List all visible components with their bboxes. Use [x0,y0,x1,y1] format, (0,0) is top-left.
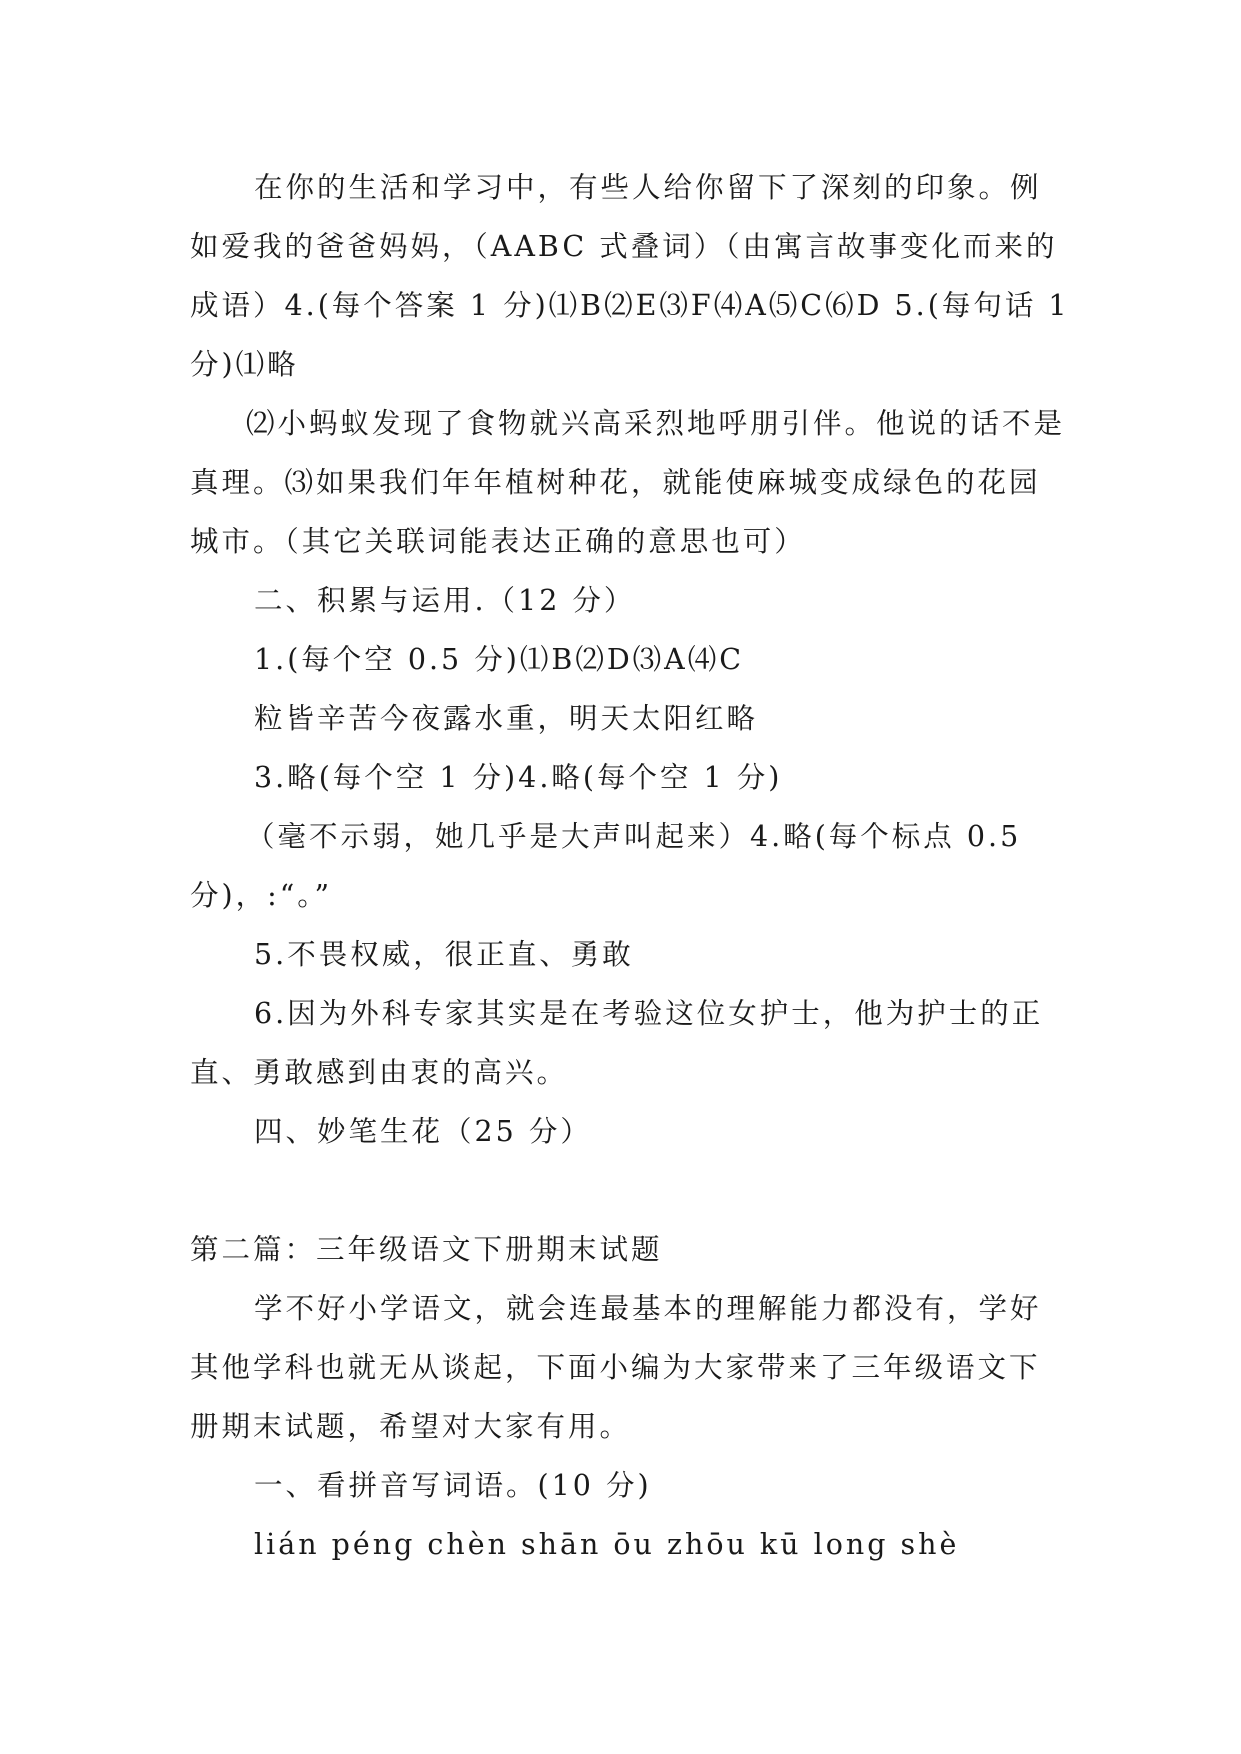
section-heading-1: 一、看拼音写词语。(10 分) [254,1469,652,1502]
paragraph-4: 1.(每个空 0.5 分)⑴B⑵D⑶A⑷C [254,643,745,676]
document-body [190,158,1070,1574]
section-spacer [190,1161,1070,1220]
paragraph-1: 在你的生活和学习中，有些人给你留下了深刻的印象。例如爱我的爸爸妈妈，（AABC 式叠词）（由寓言故事变化而来的成语）4.(每个答案 1 分)⑴B⑵E⑶F⑷A⑸C⑹D 5.(每句话 1 分)⑴略 [190,171,1070,381]
section-title: 第二篇：三年级语文下册期末试题 [190,1233,663,1266]
paragraph-2: ⑵小蚂蚁发现了食物就兴高采烈地呼朋引伴。他说的话不是真理。⑶如果我们年年植树种花，就能使麻城变成绿色的花园城市。（其它关联词能表达正确的意思也可） [190,407,1066,558]
pinyin-line: lián péng chèn shān ōu zhōu kū long shè [254,1528,960,1561]
section-paragraph-1: 学不好小学语文，就会连最基本的理解能力都没有，学好其他学科也就无从谈起，下面小编为大家带来了三年级语文下册期末试题，希望对大家有用。 [190,1292,1042,1443]
paragraph-9: 6.因为外科专家其实是在考验这位女护士，他为护士的正直、勇敢感到由衷的高兴。 [190,997,1044,1089]
paragraph-8: 5.不畏权威，很正直、勇敢 [254,938,634,971]
paragraph-5: 粒皆辛苦今夜露水重，明天太阳红略 [254,702,759,735]
paragraph-3-heading: 二、积累与运用.（12 分） [254,584,636,617]
paragraph-10-heading: 四、妙笔生花（25 分） [254,1115,592,1148]
paragraph-6: 3.略(每个空 1 分)4.略(每个空 1 分) [254,761,783,794]
paragraph-7: （毫不示弱，她几乎是大声叫起来）4.略(每个标点 0.5 分)，:“。” [190,820,1022,912]
